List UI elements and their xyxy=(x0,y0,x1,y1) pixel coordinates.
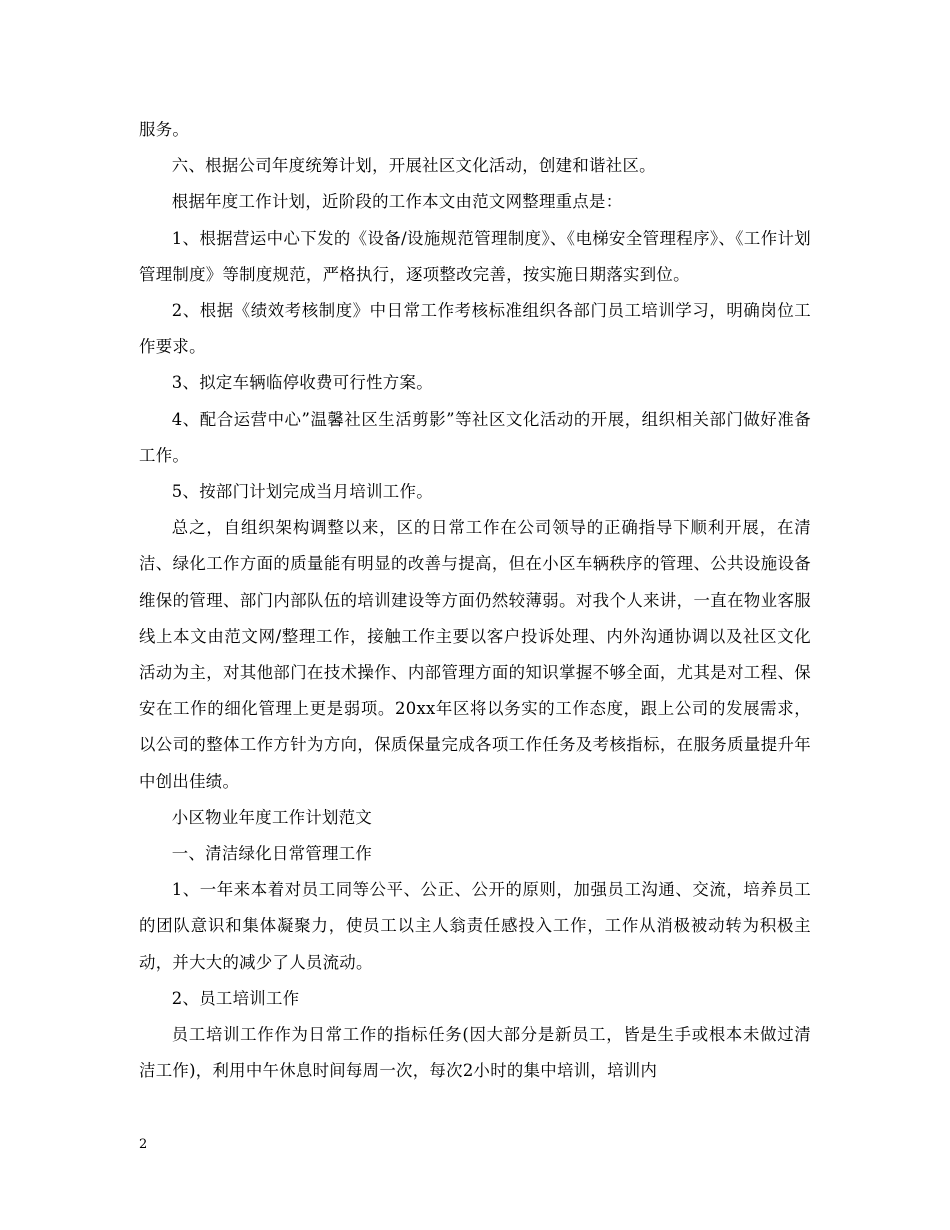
paragraph: 1、一年来本着对员工同等公平、公正、公开的原则，加强员工沟通、交流，培养员工的团队意识和集体凝聚力，使员工以主人翁责任感投入工作，工作从消极被动转为积极主动，并大大的减少了人员流动。 xyxy=(139,880,811,972)
paragraph: 员工培训工作作为日常工作的指标任务(因大部分是新员工，皆是生手或根本未做过清洁工作)，利用中午休息时间每周一次，每次2小时的集中培训，培训内 xyxy=(139,1025,811,1081)
page-number: 2 xyxy=(139,1137,148,1152)
paragraph: 5、按部门计划完成当月培训工作。 xyxy=(171,482,433,502)
paragraph: 2、根据《绩效考核制度》中日常工作考核标准组织各部门员工培训学习，明确岗位工作要求。 xyxy=(139,301,811,357)
paragraph: 总之，自组织架构调整以来，区的日常工作在公司领导的正确指导下顺利开展，在清洁、绿化工作方面的质量能有明显的改善与提高，但在小区车辆秩序的管理、公共设施设备维保的管理、部门内部队伍的培训建设等方面仍然较薄弱。对我个人来讲，一直在物业客服线上本文由范文网/整理工作，接触工作主要以客户投诉处理、内外沟通协调以及社区文化活动为主，对其他部门在技术操作、内部管理方面的知识掌握不够全面，尤其是对工程、保安在工作的细化管理上更是弱项。20xx年区将以务实的工作态度，跟上公司的发展需求，以公司的整体工作方针为方向，保质保量完成各项工作任务及考核指标，在服务质量提升年中创出佳绩。 xyxy=(139,518,811,791)
subsection-heading: 2、员工培训工作 xyxy=(171,988,300,1008)
paragraph: 4、配合运营中心”温馨社区生活剪影”等社区文化活动的开展，组织相关部门做好准备工作。 xyxy=(139,409,811,465)
paragraph: 1、根据营运中心下发的《设备/设施规范管理制度》、《电梯安全管理程序》、《工作计划管理制度》等制度规范，严格执行，逐项整改完善，按实施日期落实到位。 xyxy=(139,228,811,284)
paragraph: 3、拟定车辆临停收费可行性方案。 xyxy=(171,373,433,393)
section-heading: 小区物业年度工作计划范文 xyxy=(171,807,373,827)
paragraph: 根据年度工作计划，近阶段的工作本文由范文网整理重点是： xyxy=(171,192,623,212)
section-heading: 一、清洁绿化日常管理工作 xyxy=(171,844,373,864)
paragraph: 六、根据公司年度统筹计划，开展社区文化活动，创建和谐社区。 xyxy=(171,156,656,176)
paragraph: 服务。 xyxy=(139,120,190,139)
document-body xyxy=(139,112,811,1089)
